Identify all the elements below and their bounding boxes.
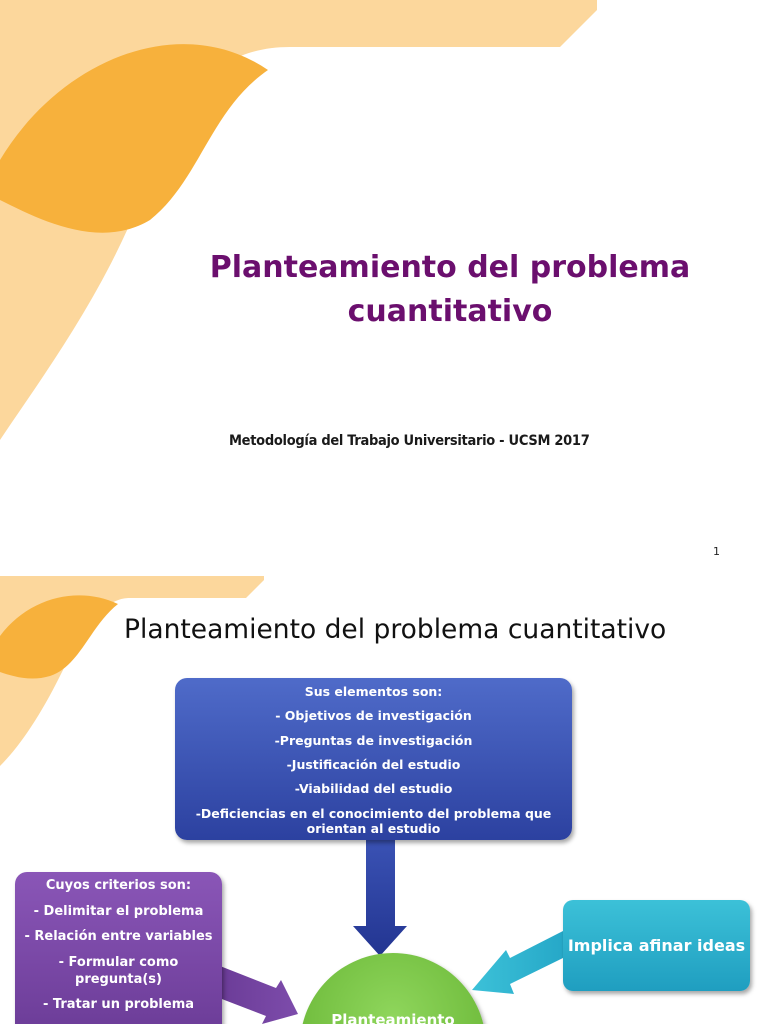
- elements-item: -Viabilidad del estudio: [294, 781, 453, 797]
- page-number: 1: [713, 545, 720, 558]
- elements-item: -Preguntas de investigación: [274, 732, 473, 748]
- elements-item: -Deficiencias en el conocimiento del problema que orientan al estudio: [195, 806, 552, 837]
- criteria-item: - Tratar un problema: [42, 996, 195, 1012]
- elements-heading: Sus elementos son:: [304, 684, 443, 699]
- slide-title-line1: Planteamiento del problema: [209, 250, 691, 285]
- left-arrow: [472, 931, 563, 994]
- elements-item: -Justificación del estudio: [286, 756, 461, 772]
- elements-item: - Objetivos de investigación: [275, 708, 472, 724]
- down-arrow: [353, 840, 407, 956]
- criteria-item: - Delimitar el problema: [33, 903, 204, 919]
- content-slide: [0, 576, 768, 1024]
- criteria-heading: Cuyos criterios son:: [45, 878, 192, 893]
- ideas-box: Implica afinar ideas: [563, 900, 750, 991]
- center-circle-label: Planteamiento: [331, 1011, 455, 1024]
- criteria-box: [15, 872, 222, 1024]
- slide-title-line2: cuantitativo: [347, 294, 553, 329]
- slide-title: Planteamiento del problema cuantitativo: [124, 614, 667, 645]
- criteria-item: - Relación entre variables: [24, 929, 213, 944]
- right-arrow: [214, 966, 298, 1024]
- slide-title: [190, 246, 710, 334]
- slide-subtitle: Metodología del Trabajo Universitario - UCSM 2017: [229, 433, 590, 449]
- criteria-item: - Formular como pregunta(s): [58, 954, 179, 987]
- elements-box: [175, 678, 572, 840]
